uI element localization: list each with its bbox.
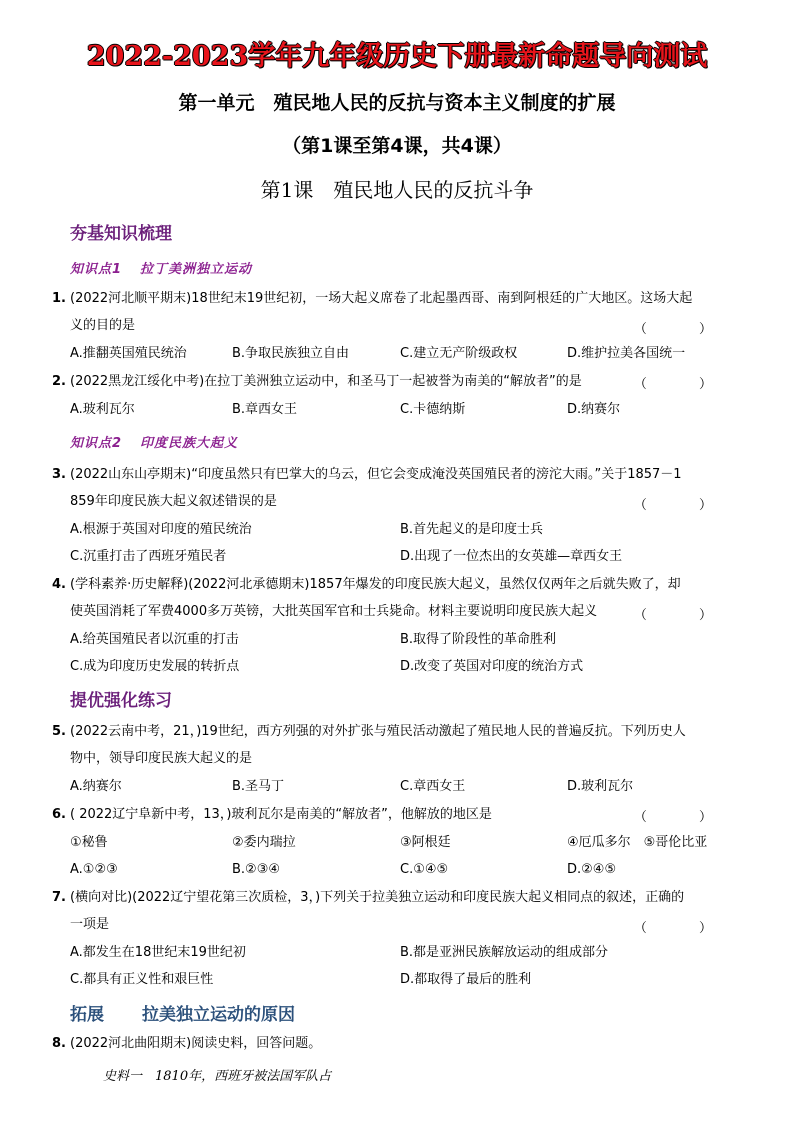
question-text: (2022黑龙江绥化中考)在拉丁美洲独立运动中，和圣马丁一起被誉为南美的“解放者”的是 — [70, 374, 582, 389]
question-8 — [52, 1030, 742, 1057]
option-b[interactable]: B.章西女王 — [232, 402, 298, 417]
answer-bracket[interactable]: （ ） — [633, 377, 736, 392]
option-d[interactable]: D.出现了一位杰出的女英雄—章西女王 — [400, 549, 623, 564]
question-number: 2. — [52, 374, 66, 389]
option-a[interactable]: A.根源于英国对印度的殖民统治 — [70, 522, 252, 537]
options-q2 — [70, 396, 750, 423]
section-extension — [70, 1000, 295, 1025]
question-text: (2022河北曲阳期末)阅读史料，回答问题。 — [70, 1036, 322, 1051]
ext-label: 拓展 — [70, 1005, 104, 1025]
unit-heading: 第一单元 殖民地人民的反抗与资本主义制度的扩展 — [178, 92, 616, 114]
option-c[interactable]: C.卡德纳斯 — [400, 402, 466, 417]
item-4-5: ④厄瓜多尔 ⑤哥伦比亚 — [567, 835, 708, 850]
kp2-title: 印度民族大起义 — [140, 436, 239, 451]
option-a[interactable]: A.纳赛尔 — [70, 779, 122, 794]
option-c[interactable]: C.成为印度历史发展的转折点 — [70, 659, 240, 674]
question-text: (学科素养·历史解释)(2022河北承德期末)1857年爆发的印度民族大起义，虽然仅仅两年之后就失败了，却 — [70, 577, 681, 592]
options-q3-row2 — [70, 543, 750, 570]
question-5 — [52, 718, 742, 772]
question-text-cont: 义的目的是 — [70, 318, 136, 333]
options-q7-row1 — [70, 939, 750, 966]
option-b[interactable]: B.②③④ — [232, 862, 281, 877]
answer-bracket[interactable]: （ ） — [633, 322, 736, 337]
option-d[interactable]: D.改变了英国对印度的统治方式 — [400, 659, 584, 674]
options-q7-row2 — [70, 966, 750, 993]
section-basics: 夯基知识梳理 — [70, 224, 172, 244]
question-number: 7. — [52, 890, 66, 905]
option-a[interactable]: A.玻利瓦尔 — [70, 402, 135, 417]
knowledge-point-2 — [70, 432, 238, 451]
option-b[interactable]: B.都是亚洲民族解放运动的组成部分 — [400, 945, 609, 960]
option-b[interactable]: B.圣马丁 — [232, 779, 285, 794]
answer-bracket[interactable]: （ ） — [633, 810, 736, 825]
question-number: 4. — [52, 577, 66, 592]
options-q6 — [70, 856, 750, 883]
options-q4-row2 — [70, 653, 750, 680]
option-d[interactable]: D.都取得了最后的胜利 — [400, 972, 532, 987]
document-title: 2022-2023学年九年级历史下册最新命题导向测试 — [86, 41, 708, 72]
question-number: 1. — [52, 291, 66, 306]
section-improve: 提优强化练习 — [70, 691, 172, 711]
option-a[interactable]: A.给英国殖民者以沉重的打击 — [70, 632, 239, 647]
option-c[interactable]: C.都具有正义性和艰巨性 — [70, 972, 214, 987]
option-c[interactable]: C.①④⑤ — [400, 862, 449, 877]
question-number: 5. — [52, 724, 66, 739]
question-text: (横向对比)(2022辽宁望花第三次质检，3，)下列关于拉美独立运动和印度民族大起义相同点的叙述，正确的 — [70, 890, 685, 905]
option-d[interactable]: D.维护拉美各国统一 — [567, 346, 686, 361]
item-1: ①秘鲁 — [70, 835, 108, 850]
lesson-heading: 第1课 殖民地人民的反抗斗争 — [260, 178, 534, 202]
ext-title: 拉美独立运动的原因 — [142, 1005, 295, 1025]
question-text: ( 2022辽宁阜新中考，13，)玻利瓦尔是南美的“解放者”，他解放的地区是 — [70, 807, 492, 822]
option-b[interactable]: B.取得了阶段性的革命胜利 — [400, 632, 557, 647]
question-text-cont: 一项是 — [70, 917, 110, 932]
option-a[interactable]: A.推翻英国殖民统治 — [70, 346, 187, 361]
option-a[interactable]: A.都发生在18世纪末19世纪初 — [70, 945, 246, 960]
kp1-title: 拉丁美洲独立运动 — [140, 262, 253, 277]
lesson-range-heading: （第1课至第4课，共4课） — [282, 135, 512, 157]
option-b[interactable]: B.首先起义的是印度士兵 — [400, 522, 544, 537]
question-text: (2022云南中考，21，)19世纪，西方列强的对外扩张与殖民活动激起了殖民地人民的普遍反抗。下列历史人 — [70, 724, 686, 739]
options-q3-row1 — [70, 516, 750, 543]
kp1-label: 知识点1 — [70, 262, 123, 277]
option-d[interactable]: D.纳赛尔 — [567, 402, 621, 417]
question-text: (2022河北顺平期末)18世纪末19世纪初，一场大起义席卷了北起墨西哥、南到阿根廷的广大地区。这场大起 — [70, 291, 693, 306]
question-number: 8. — [52, 1036, 66, 1051]
answer-bracket[interactable]: （ ） — [633, 498, 736, 513]
answer-bracket[interactable]: （ ） — [633, 921, 736, 936]
items-q6 — [70, 829, 750, 856]
question-text-cont: 859年印度民族大起义叙述错误的是 — [70, 494, 277, 509]
historical-material: 史料一 1810年，西班牙被法国军队占 — [103, 1069, 332, 1084]
question-text-cont: 使英国消耗了军费4000多万英镑，大批英国军官和士兵毙命。材料主要说明印度民族大起义 — [70, 604, 598, 619]
options-q4-row1 — [70, 626, 750, 653]
options-q5 — [70, 773, 750, 800]
question-text: (2022山东山亭期末)“印度虽然只有巴掌大的乌云，但它会变成淹没英国殖民者的滂沱大雨。”关于1857－1 — [70, 467, 682, 482]
question-number: 3. — [52, 467, 66, 482]
question-number: 6. — [52, 807, 66, 822]
kp2-label: 知识点2 — [70, 436, 123, 451]
option-a[interactable]: A.①②③ — [70, 862, 118, 877]
question-text-cont: 物中，领导印度民族大起义的是 — [70, 751, 253, 766]
answer-bracket[interactable]: （ ） — [633, 608, 736, 623]
item-2: ②委内瑞拉 — [232, 835, 296, 850]
option-d[interactable]: D.玻利瓦尔 — [567, 779, 634, 794]
option-c[interactable]: C.建立无产阶级政权 — [400, 346, 518, 361]
option-d[interactable]: D.②④⑤ — [567, 862, 617, 877]
knowledge-point-1 — [70, 258, 252, 277]
options-q1 — [70, 340, 750, 367]
option-b[interactable]: B.争取民族独立自由 — [232, 346, 350, 361]
option-c[interactable]: C.沉重打击了西班牙殖民者 — [70, 549, 227, 564]
option-c[interactable]: C.章西女王 — [400, 779, 466, 794]
item-3: ③阿根廷 — [400, 835, 451, 850]
